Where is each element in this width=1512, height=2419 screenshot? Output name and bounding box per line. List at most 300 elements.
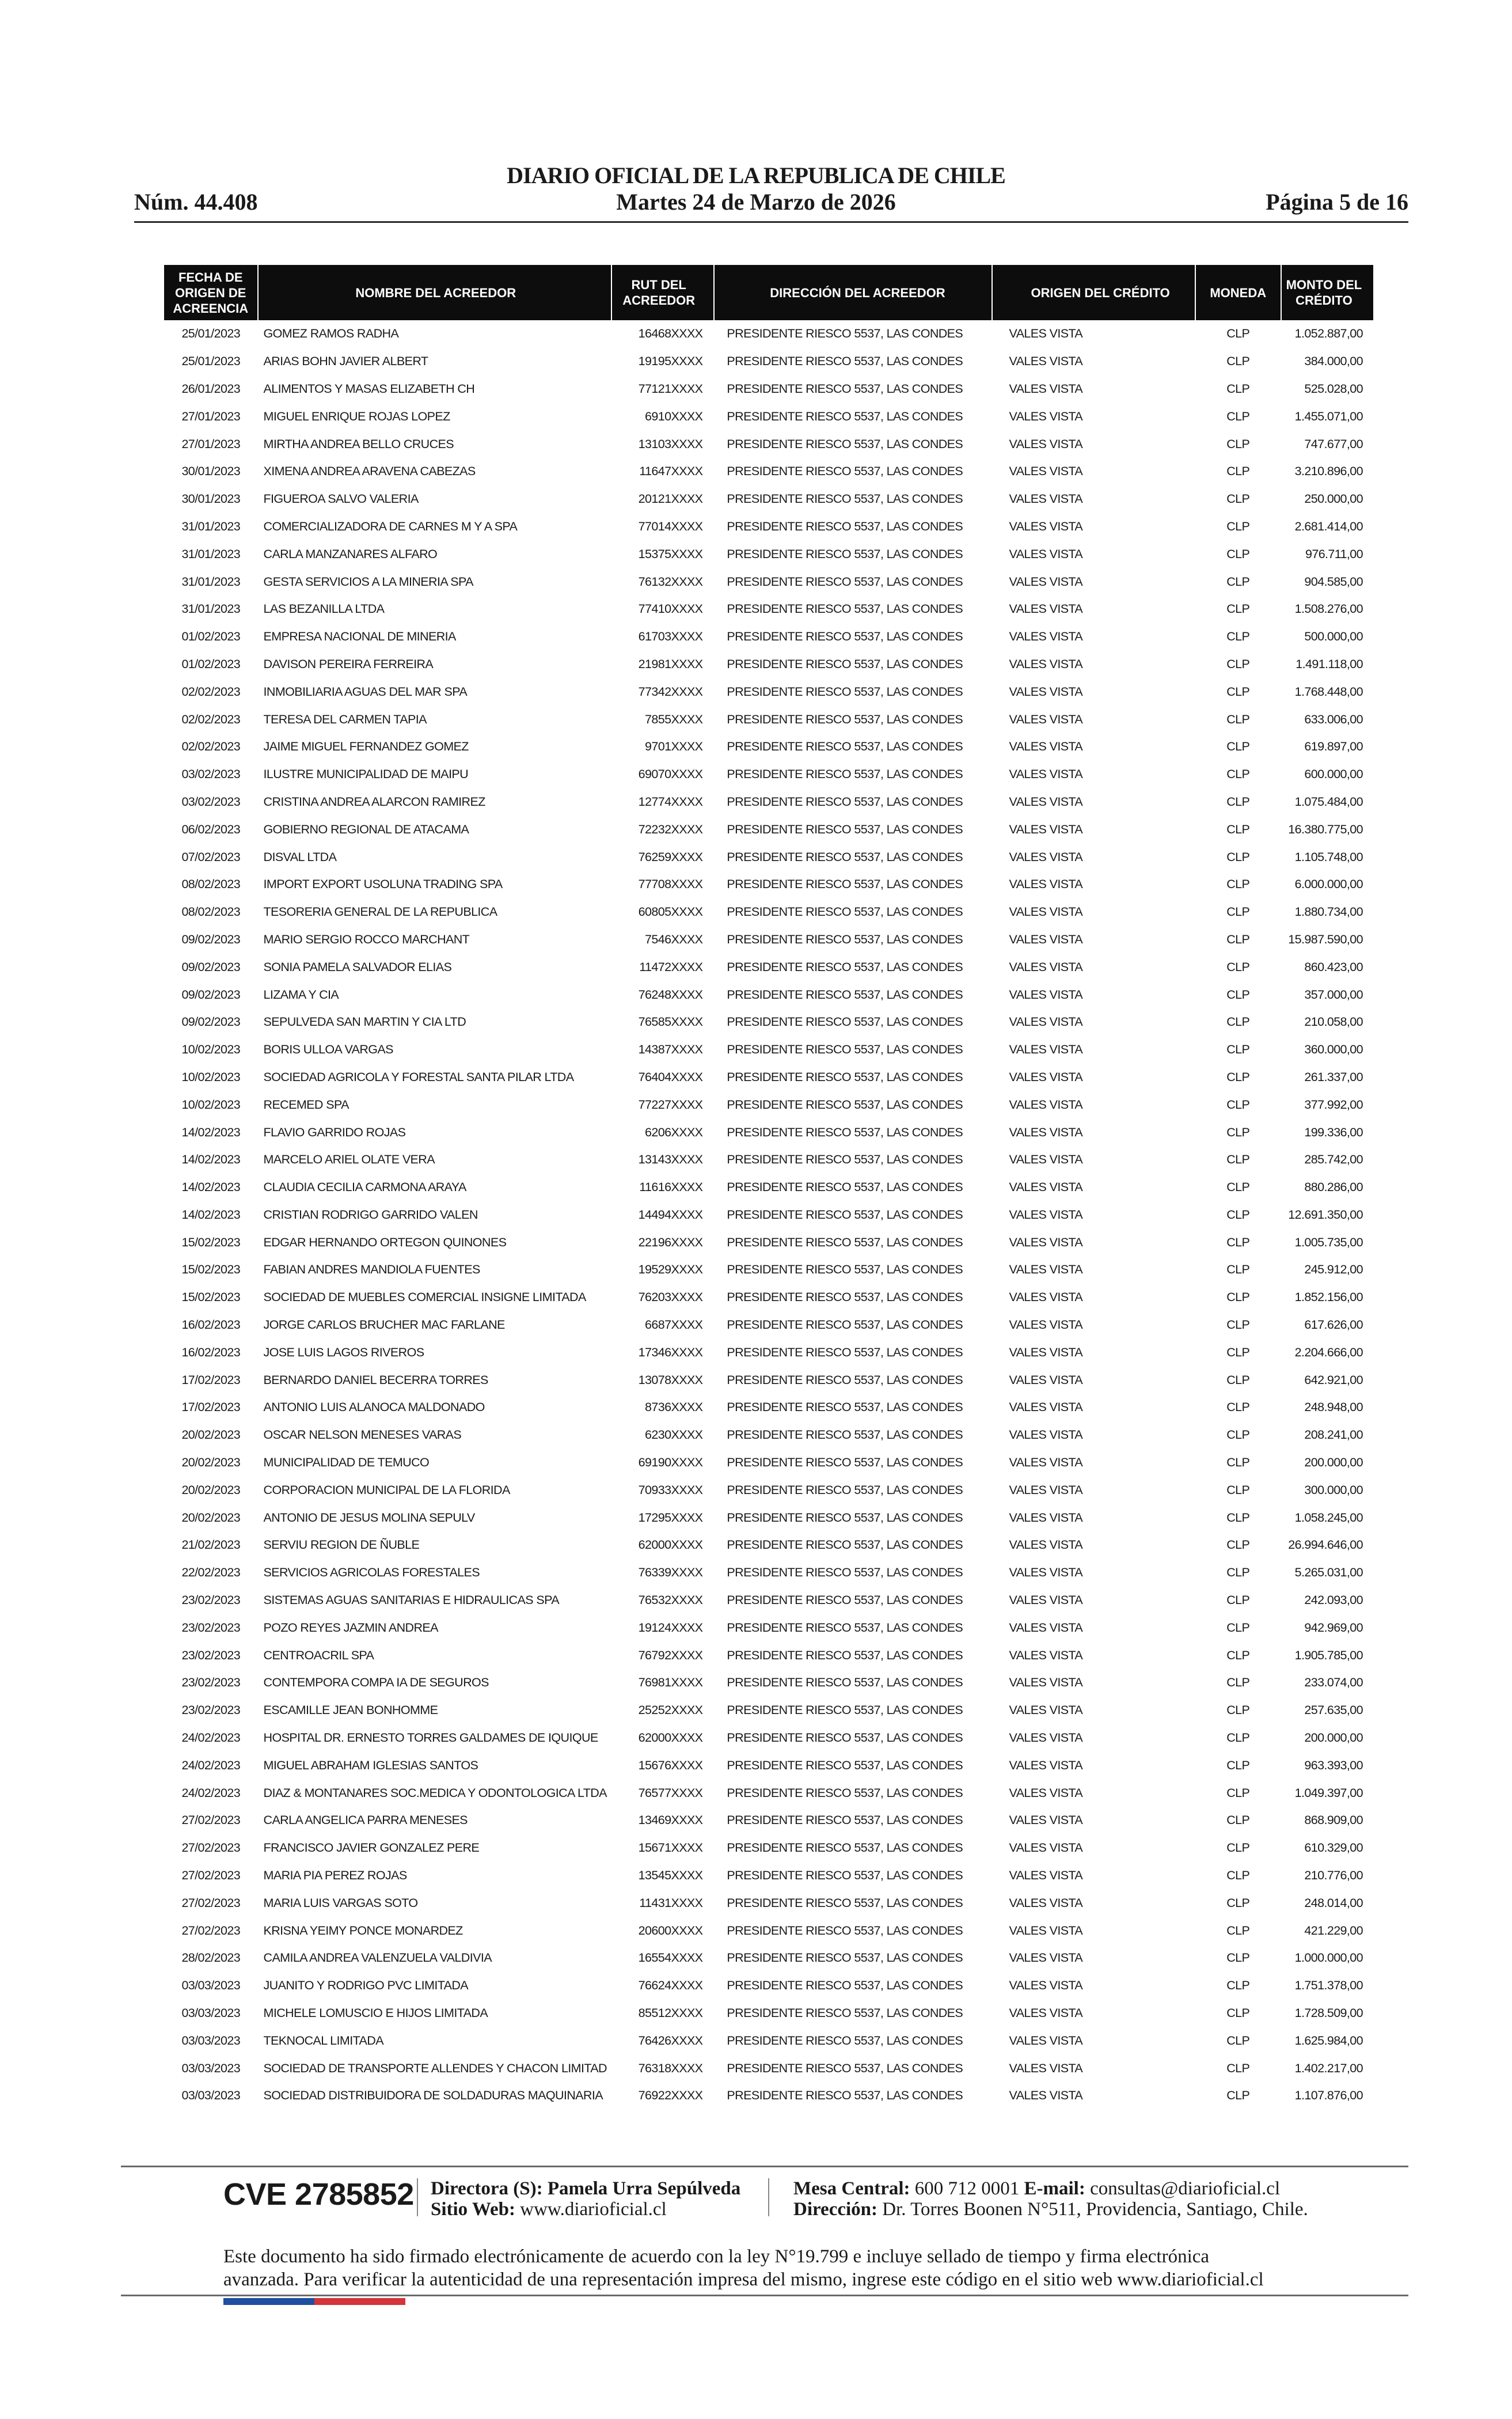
- cell-creditor-name: CARLA MANZANARES ALFARO: [263, 547, 438, 561]
- cell-address: PRESIDENTE RIESCO 5537, LAS CONDES: [727, 877, 963, 892]
- cell-creditor-name: CORPORACION MUNICIPAL DE LA FLORIDA: [263, 1483, 510, 1497]
- cell-amount: 617.626,00: [1304, 1318, 1363, 1332]
- table-row: [164, 486, 1373, 513]
- cell-address: PRESIDENTE RIESCO 5537, LAS CONDES: [727, 1648, 963, 1662]
- cell-creditor-name: MIGUEL ENRIQUE ROJAS LOPEZ: [263, 409, 450, 423]
- cell-credit-origin: VALES VISTA: [1009, 1648, 1083, 1662]
- cell-rut: 76248XXXX: [638, 987, 703, 1002]
- cell-credit-origin: VALES VISTA: [1009, 1235, 1083, 1249]
- cell-currency: CLP: [1226, 657, 1250, 671]
- cell-credit-origin: VALES VISTA: [1009, 794, 1083, 809]
- cell-address: PRESIDENTE RIESCO 5537, LAS CONDES: [727, 492, 963, 506]
- cell-rut: 22196XXXX: [638, 1235, 703, 1249]
- cell-address: PRESIDENTE RIESCO 5537, LAS CONDES: [727, 987, 963, 1002]
- cell-currency: CLP: [1226, 547, 1250, 561]
- cell-amount: 384.000,00: [1304, 354, 1363, 369]
- cell-credit-origin: VALES VISTA: [1009, 381, 1083, 396]
- cell-rut: 70933XXXX: [638, 1483, 703, 1497]
- cell-address: PRESIDENTE RIESCO 5537, LAS CONDES: [727, 1152, 963, 1167]
- cell-amount: 642.921,00: [1304, 1372, 1363, 1387]
- cell-amount: 285.742,00: [1304, 1152, 1363, 1167]
- cell-creditor-name: MARCELO ARIEL OLATE VERA: [263, 1152, 435, 1167]
- cell-currency: CLP: [1226, 1455, 1250, 1470]
- table-row: [164, 898, 1373, 926]
- cell-credit-origin: VALES VISTA: [1009, 822, 1083, 836]
- cell-credit-origin: VALES VISTA: [1009, 1813, 1083, 1827]
- table-row: [164, 348, 1373, 376]
- cell-creditor-name: ARIAS BOHN JAVIER ALBERT: [263, 354, 428, 369]
- cell-credit-origin: VALES VISTA: [1009, 1015, 1083, 1029]
- cell-date: 31/01/2023: [181, 519, 241, 533]
- issue-number: Núm. 44.408: [134, 189, 258, 215]
- cell-creditor-name: ILUSTRE MUNICIPALIDAD DE MAIPU: [263, 767, 469, 782]
- cell-rut: 76532XXXX: [638, 1593, 703, 1607]
- cell-currency: CLP: [1226, 1538, 1250, 1552]
- cell-currency: CLP: [1226, 574, 1250, 589]
- cell-date: 25/01/2023: [181, 354, 241, 369]
- cell-currency: CLP: [1226, 1318, 1250, 1332]
- table-row: [164, 1614, 1373, 1641]
- cell-amount: 6.000.000,00: [1294, 877, 1363, 892]
- cell-credit-origin: VALES VISTA: [1009, 932, 1083, 946]
- cell-creditor-name: FABIAN ANDRES MANDIOLA FUENTES: [263, 1262, 480, 1277]
- cell-rut: 76426XXXX: [638, 2033, 703, 2048]
- cell-creditor-name: DAVISON PEREIRA FERREIRA: [263, 657, 434, 671]
- cell-currency: CLP: [1226, 1703, 1250, 1717]
- cell-currency: CLP: [1226, 2033, 1250, 2048]
- cell-date: 20/02/2023: [181, 1455, 241, 1470]
- flag-stripe-red: [314, 2298, 405, 2305]
- cell-rut: 76339XXXX: [638, 1565, 703, 1580]
- cell-date: 23/02/2023: [181, 1593, 241, 1607]
- cell-creditor-name: POZO REYES JAZMIN ANDREA: [263, 1620, 438, 1635]
- table-row: [164, 1641, 1373, 1669]
- cell-credit-origin: VALES VISTA: [1009, 1758, 1083, 1772]
- table-row: [164, 568, 1373, 596]
- cell-date: 20/02/2023: [181, 1428, 241, 1442]
- cell-date: 27/02/2023: [181, 1813, 241, 1827]
- email-link[interactable]: consultas@diarioficial.cl: [1090, 2178, 1281, 2199]
- cell-credit-origin: VALES VISTA: [1009, 1565, 1083, 1580]
- cell-currency: CLP: [1226, 822, 1250, 836]
- cell-creditor-name: JOSE LUIS LAGOS RIVEROS: [263, 1345, 424, 1359]
- cell-date: 10/02/2023: [181, 1097, 241, 1112]
- table-row: [164, 1862, 1373, 1890]
- cell-address: PRESIDENTE RIESCO 5537, LAS CONDES: [727, 1262, 963, 1277]
- cell-currency: CLP: [1226, 1400, 1250, 1415]
- cell-amount: 208.241,00: [1304, 1428, 1363, 1442]
- table-row: [164, 981, 1373, 1008]
- table-row: [164, 1146, 1373, 1174]
- cell-rut: 61703XXXX: [638, 630, 703, 644]
- gazette-title: DIARIO OFICIAL DE LA REPUBLICA DE CHILE: [507, 162, 1005, 188]
- cell-amount: 1.768.448,00: [1294, 684, 1363, 699]
- cell-currency: CLP: [1226, 1565, 1250, 1580]
- cell-date: 30/01/2023: [181, 464, 241, 479]
- table-row: [164, 2000, 1373, 2027]
- cell-address: PRESIDENTE RIESCO 5537, LAS CONDES: [727, 2033, 963, 2048]
- cell-date: 03/02/2023: [181, 767, 241, 782]
- header-divider: [134, 221, 1408, 223]
- cell-creditor-name: CENTROACRIL SPA: [263, 1648, 374, 1662]
- cell-address: PRESIDENTE RIESCO 5537, LAS CONDES: [727, 850, 963, 864]
- cell-credit-origin: VALES VISTA: [1009, 1868, 1083, 1883]
- cell-currency: CLP: [1226, 327, 1250, 341]
- legal-line: Este documento ha sido firmado electrónicamente de acuerdo con la ley N°19.799 e incluye sellado de tiempo y firma electrónica: [223, 2246, 1210, 2267]
- cell-creditor-name: MIGUEL ABRAHAM IGLESIAS SANTOS: [263, 1758, 478, 1772]
- cell-address: PRESIDENTE RIESCO 5537, LAS CONDES: [727, 1290, 963, 1305]
- cell-currency: CLP: [1226, 1290, 1250, 1305]
- cell-rut: 21981XXXX: [638, 657, 703, 671]
- cell-address: PRESIDENTE RIESCO 5537, LAS CONDES: [727, 464, 963, 479]
- cell-address: PRESIDENTE RIESCO 5537, LAS CONDES: [727, 1703, 963, 1717]
- cell-currency: CLP: [1226, 987, 1250, 1002]
- cell-address: PRESIDENTE RIESCO 5537, LAS CONDES: [727, 1042, 963, 1057]
- cell-date: 15/02/2023: [181, 1290, 241, 1305]
- cell-amount: 1.728.509,00: [1294, 2006, 1363, 2020]
- cell-date: 30/01/2023: [181, 492, 241, 506]
- cell-creditor-name: CLAUDIA CECILIA CARMONA ARAYA: [263, 1180, 466, 1195]
- cell-amount: 942.969,00: [1304, 1620, 1363, 1635]
- cell-creditor-name: SONIA PAMELA SALVADOR ELIAS: [263, 960, 452, 974]
- cell-creditor-name: ANTONIO LUIS ALANOCA MALDONADO: [263, 1400, 485, 1415]
- table-row: [164, 2027, 1373, 2054]
- cell-amount: 1.625.984,00: [1294, 2033, 1363, 2048]
- cell-date: 16/02/2023: [181, 1345, 241, 1359]
- cell-address: PRESIDENTE RIESCO 5537, LAS CONDES: [727, 1785, 963, 1800]
- cell-amount: 200.000,00: [1304, 1731, 1363, 1745]
- cell-rut: 76981XXXX: [638, 1675, 703, 1690]
- cell-credit-origin: VALES VISTA: [1009, 877, 1083, 892]
- cell-date: 07/02/2023: [181, 850, 241, 864]
- table-row: [164, 2082, 1373, 2110]
- cell-currency: CLP: [1226, 850, 1250, 864]
- cell-currency: CLP: [1226, 1895, 1250, 1910]
- cell-rut: 76792XXXX: [638, 1648, 703, 1662]
- cell-address: PRESIDENTE RIESCO 5537, LAS CONDES: [727, 1372, 963, 1387]
- cell-amount: 1.107.876,00: [1294, 2088, 1363, 2103]
- cell-date: 24/02/2023: [181, 1758, 241, 1772]
- cell-address: PRESIDENTE RIESCO 5537, LAS CONDES: [727, 547, 963, 561]
- cell-rut: 69070XXXX: [638, 767, 703, 782]
- cell-creditor-name: FLAVIO GARRIDO ROJAS: [263, 1125, 406, 1139]
- cell-currency: CLP: [1226, 740, 1250, 754]
- cell-currency: CLP: [1226, 519, 1250, 533]
- cell-creditor-name: MICHELE LOMUSCIO E HIJOS LIMITADA: [263, 2006, 488, 2020]
- cell-creditor-name: LAS BEZANILLA LTDA: [263, 602, 385, 616]
- cell-amount: 880.286,00: [1304, 1180, 1363, 1195]
- cell-rut: 7855XXXX: [645, 712, 703, 726]
- cell-rut: 19529XXXX: [638, 1262, 703, 1277]
- cell-rut: 76259XXXX: [638, 850, 703, 864]
- cell-credit-origin: VALES VISTA: [1009, 1593, 1083, 1607]
- cell-date: 20/02/2023: [181, 1510, 241, 1525]
- cell-currency: CLP: [1226, 381, 1250, 396]
- cell-date: 23/02/2023: [181, 1648, 241, 1662]
- cell-amount: 257.635,00: [1304, 1703, 1363, 1717]
- cell-amount: 1.852.156,00: [1294, 1290, 1363, 1305]
- cell-currency: CLP: [1226, 492, 1250, 506]
- table-row: [164, 376, 1373, 403]
- cell-rut: 72232XXXX: [638, 822, 703, 836]
- cell-date: 14/02/2023: [181, 1207, 241, 1222]
- cell-credit-origin: VALES VISTA: [1009, 1731, 1083, 1745]
- cell-date: 28/02/2023: [181, 1951, 241, 1965]
- cell-creditor-name: FRANCISCO JAVIER GONZALEZ PERE: [263, 1841, 480, 1855]
- cell-address: PRESIDENTE RIESCO 5537, LAS CONDES: [727, 1813, 963, 1827]
- email-label: E-mail:: [1024, 2178, 1085, 2199]
- cell-creditor-name: SERVICIOS AGRICOLAS FORESTALES: [263, 1565, 480, 1580]
- cell-amount: 377.992,00: [1304, 1097, 1363, 1112]
- cell-currency: CLP: [1226, 437, 1250, 451]
- cell-rut: 14494XXXX: [638, 1207, 703, 1222]
- cell-address: PRESIDENTE RIESCO 5537, LAS CONDES: [727, 1180, 963, 1195]
- table-row: [164, 1697, 1373, 1724]
- cell-date: 22/02/2023: [181, 1565, 241, 1580]
- cell-credit-origin: VALES VISTA: [1009, 960, 1083, 974]
- cell-credit-origin: VALES VISTA: [1009, 1070, 1083, 1084]
- cell-date: 27/02/2023: [181, 1923, 241, 1938]
- cell-address: PRESIDENTE RIESCO 5537, LAS CONDES: [727, 409, 963, 423]
- table-row: [164, 953, 1373, 981]
- cell-amount: 963.393,00: [1304, 1758, 1363, 1772]
- cell-creditor-name: CONTEMPORA COMPA IA DE SEGUROS: [263, 1675, 489, 1690]
- cell-address: PRESIDENTE RIESCO 5537, LAS CONDES: [727, 1923, 963, 1938]
- cell-creditor-name: CAMILA ANDREA VALENZUELA VALDIVIA: [263, 1951, 492, 1965]
- cell-date: 27/01/2023: [181, 437, 241, 451]
- table-row: [164, 761, 1373, 788]
- cell-creditor-name: DIAZ & MONTANARES SOC.MEDICA Y ODONTOLOGICA LTDA: [263, 1785, 607, 1800]
- cell-address: PRESIDENTE RIESCO 5537, LAS CONDES: [727, 1207, 963, 1222]
- cell-amount: 12.691.350,00: [1288, 1207, 1363, 1222]
- cell-credit-origin: VALES VISTA: [1009, 437, 1083, 451]
- cell-date: 14/02/2023: [181, 1125, 241, 1139]
- cell-date: 03/03/2023: [181, 2061, 241, 2075]
- cell-date: 23/02/2023: [181, 1675, 241, 1690]
- cell-rut: 76585XXXX: [638, 1015, 703, 1029]
- cell-currency: CLP: [1226, 712, 1250, 726]
- cell-date: 03/03/2023: [181, 2088, 241, 2103]
- cell-date: 17/02/2023: [181, 1372, 241, 1387]
- cell-amount: 360.000,00: [1304, 1042, 1363, 1057]
- cell-creditor-name: JORGE CARLOS BRUCHER MAC FARLANE: [263, 1318, 505, 1332]
- cell-address: PRESIDENTE RIESCO 5537, LAS CONDES: [727, 1565, 963, 1580]
- table-row: [164, 403, 1373, 430]
- cell-rut: 9701XXXX: [645, 740, 703, 754]
- cell-amount: 1.049.397,00: [1294, 1785, 1363, 1800]
- cell-credit-origin: VALES VISTA: [1009, 987, 1083, 1002]
- cell-currency: CLP: [1226, 2006, 1250, 2020]
- cell-address: PRESIDENTE RIESCO 5537, LAS CONDES: [727, 960, 963, 974]
- table-row: [164, 1834, 1373, 1862]
- cell-address: PRESIDENTE RIESCO 5537, LAS CONDES: [727, 1015, 963, 1029]
- cell-amount: 245.912,00: [1304, 1262, 1363, 1277]
- table-row: [164, 1284, 1373, 1311]
- cell-currency: CLP: [1226, 2088, 1250, 2103]
- cell-rut: 16554XXXX: [638, 1951, 703, 1965]
- cell-credit-origin: VALES VISTA: [1009, 1318, 1083, 1332]
- cell-amount: 16.380.775,00: [1288, 822, 1363, 836]
- cell-amount: 619.897,00: [1304, 740, 1363, 754]
- cell-creditor-name: FIGUEROA SALVO VALERIA: [263, 492, 419, 506]
- table-row: [164, 1559, 1373, 1587]
- cell-rut: 69190XXXX: [638, 1455, 703, 1470]
- cell-amount: 26.994.646,00: [1288, 1538, 1363, 1552]
- cell-creditor-name: SISTEMAS AGUAS SANITARIAS E HIDRAULICAS SPA: [263, 1593, 559, 1607]
- cell-rut: 76203XXXX: [638, 1290, 703, 1305]
- table-row: [164, 2054, 1373, 2082]
- cell-credit-origin: VALES VISTA: [1009, 1372, 1083, 1387]
- cell-date: 27/02/2023: [181, 1895, 241, 1910]
- cell-amount: 600.000,00: [1304, 767, 1363, 782]
- cell-creditor-name: MIRTHA ANDREA BELLO CRUCES: [263, 437, 454, 451]
- cell-currency: CLP: [1226, 1125, 1250, 1139]
- cell-currency: CLP: [1226, 794, 1250, 809]
- cell-address: PRESIDENTE RIESCO 5537, LAS CONDES: [727, 712, 963, 726]
- cell-rut: 17295XXXX: [638, 1510, 703, 1525]
- cell-address: PRESIDENTE RIESCO 5537, LAS CONDES: [727, 1538, 963, 1552]
- cell-address: PRESIDENTE RIESCO 5537, LAS CONDES: [727, 1510, 963, 1525]
- cell-currency: CLP: [1226, 1785, 1250, 1800]
- cell-date: 03/03/2023: [181, 2006, 241, 2020]
- cell-credit-origin: VALES VISTA: [1009, 464, 1083, 479]
- table-body: [164, 320, 1373, 2110]
- cell-date: 01/02/2023: [181, 657, 241, 671]
- cell-credit-origin: VALES VISTA: [1009, 1620, 1083, 1635]
- cell-rut: 14387XXXX: [638, 1042, 703, 1057]
- cell-currency: CLP: [1226, 767, 1250, 782]
- cell-currency: CLP: [1226, 1620, 1250, 1635]
- cell-amount: 2.681.414,00: [1294, 519, 1363, 533]
- cell-address: PRESIDENTE RIESCO 5537, LAS CONDES: [727, 1620, 963, 1635]
- cell-currency: CLP: [1226, 1731, 1250, 1745]
- table-row: [164, 1118, 1373, 1146]
- cell-rut: 13078XXXX: [638, 1372, 703, 1387]
- cell-currency: CLP: [1226, 464, 1250, 479]
- cell-address: PRESIDENTE RIESCO 5537, LAS CONDES: [727, 602, 963, 616]
- footer-director-block: [431, 2178, 740, 2220]
- table-row: [164, 1201, 1373, 1229]
- table-row: [164, 540, 1373, 568]
- footer-bottom-divider: [121, 2295, 1408, 2296]
- cell-credit-origin: VALES VISTA: [1009, 574, 1083, 589]
- footer-top-divider: [121, 2166, 1408, 2167]
- cell-creditor-name: JUANITO Y RODRIGO PVC LIMITADA: [263, 1978, 469, 1993]
- cell-credit-origin: VALES VISTA: [1009, 2088, 1083, 2103]
- cell-creditor-name: INMOBILIARIA AGUAS DEL MAR SPA: [263, 684, 468, 699]
- cell-credit-origin: VALES VISTA: [1009, 1125, 1083, 1139]
- cell-credit-origin: VALES VISTA: [1009, 1483, 1083, 1497]
- address-value: Dr. Torres Boonen N°511, Providencia, Santiago, Chile.: [882, 2199, 1308, 2220]
- cell-credit-origin: VALES VISTA: [1009, 2061, 1083, 2075]
- cell-credit-origin: VALES VISTA: [1009, 1675, 1083, 1690]
- cell-amount: 248.014,00: [1304, 1895, 1363, 1910]
- table-row: [164, 926, 1373, 954]
- cell-creditor-name: CRISTIAN RODRIGO GARRIDO VALEN: [263, 1207, 478, 1222]
- cell-amount: 1.000.000,00: [1294, 1951, 1363, 1965]
- cell-creditor-name: EMPRESA NACIONAL DE MINERIA: [263, 630, 456, 644]
- cell-date: 14/02/2023: [181, 1180, 241, 1195]
- cell-rut: 77342XXXX: [638, 684, 703, 699]
- cell-amount: 868.909,00: [1304, 1813, 1363, 1827]
- cell-rut: 12774XXXX: [638, 794, 703, 809]
- cell-address: PRESIDENTE RIESCO 5537, LAS CONDES: [727, 1758, 963, 1772]
- table-row: [164, 733, 1373, 761]
- cell-creditor-name: EDGAR HERNANDO ORTEGON QUINONES: [263, 1235, 507, 1249]
- cell-amount: 1.075.484,00: [1294, 794, 1363, 809]
- cell-currency: CLP: [1226, 1923, 1250, 1938]
- cell-currency: CLP: [1226, 2061, 1250, 2075]
- cell-date: 24/02/2023: [181, 1731, 241, 1745]
- cell-credit-origin: VALES VISTA: [1009, 354, 1083, 369]
- cell-amount: 904.585,00: [1304, 574, 1363, 589]
- cell-creditor-name: MARIO SERGIO ROCCO MARCHANT: [263, 932, 470, 946]
- table-row: [164, 1972, 1373, 2000]
- cell-date: 09/02/2023: [181, 932, 241, 946]
- cell-credit-origin: VALES VISTA: [1009, 1180, 1083, 1195]
- footer-separator: [417, 2178, 418, 2216]
- cell-amount: 633.006,00: [1304, 712, 1363, 726]
- cell-address: PRESIDENTE RIESCO 5537, LAS CONDES: [727, 767, 963, 782]
- cell-amount: 200.000,00: [1304, 1455, 1363, 1470]
- cell-creditor-name: CRISTINA ANDREA ALARCON RAMIREZ: [263, 794, 485, 809]
- cell-rut: 85512XXXX: [638, 2006, 703, 2020]
- cell-address: PRESIDENTE RIESCO 5537, LAS CONDES: [727, 2088, 963, 2103]
- table-row: [164, 1366, 1373, 1394]
- cell-creditor-name: LIZAMA Y CIA: [263, 987, 339, 1002]
- cell-address: PRESIDENTE RIESCO 5537, LAS CONDES: [727, 1235, 963, 1249]
- cell-currency: CLP: [1226, 960, 1250, 974]
- cell-amount: 1.508.276,00: [1294, 602, 1363, 616]
- website-link[interactable]: www.diarioficial.cl: [520, 2199, 667, 2220]
- cell-rut: 7546XXXX: [645, 932, 703, 946]
- cell-date: 02/02/2023: [181, 712, 241, 726]
- table-row: [164, 1091, 1373, 1118]
- cell-rut: 25252XXXX: [638, 1703, 703, 1717]
- cell-currency: CLP: [1226, 932, 1250, 946]
- cell-credit-origin: VALES VISTA: [1009, 2006, 1083, 2020]
- cell-date: 25/01/2023: [181, 327, 241, 341]
- cell-address: PRESIDENTE RIESCO 5537, LAS CONDES: [727, 1428, 963, 1442]
- cell-creditor-name: XIMENA ANDREA ARAVENA CABEZAS: [263, 464, 476, 479]
- cell-creditor-name: CARLA ANGELICA PARRA MENESES: [263, 1813, 468, 1827]
- cell-rut: 6910XXXX: [645, 409, 703, 423]
- cell-address: PRESIDENTE RIESCO 5537, LAS CONDES: [727, 905, 963, 919]
- table-row: [164, 1339, 1373, 1366]
- cell-credit-origin: VALES VISTA: [1009, 327, 1083, 341]
- cell-creditor-name: MARIA PIA PEREZ ROJAS: [263, 1868, 407, 1883]
- table-row: [164, 320, 1373, 348]
- cell-currency: CLP: [1226, 877, 1250, 892]
- col-header-date: FECHA DE ORIGEN DE ACREENCIA: [164, 265, 258, 320]
- cell-rut: 8736XXXX: [645, 1400, 703, 1415]
- cell-creditor-name: HOSPITAL DR. ERNESTO TORRES GALDAMES DE IQUIQUE: [263, 1731, 598, 1745]
- cell-date: 02/02/2023: [181, 740, 241, 754]
- cell-credit-origin: VALES VISTA: [1009, 1455, 1083, 1470]
- cell-address: PRESIDENTE RIESCO 5537, LAS CONDES: [727, 1483, 963, 1497]
- cell-amount: 1.751.378,00: [1294, 1978, 1363, 1993]
- cell-date: 14/02/2023: [181, 1152, 241, 1167]
- cell-currency: CLP: [1226, 1180, 1250, 1195]
- cell-credit-origin: VALES VISTA: [1009, 740, 1083, 754]
- cell-currency: CLP: [1226, 1015, 1250, 1029]
- cell-date: 09/02/2023: [181, 1015, 241, 1029]
- legal-line: avanzada. Para verificar la autenticidad de una representación impresa del mismo, ingrese este código en el sitio web www.diarioficial.cl: [223, 2269, 1264, 2290]
- cell-rut: 76624XXXX: [638, 1978, 703, 1993]
- table-row: [164, 706, 1373, 733]
- cell-rut: 17346XXXX: [638, 1345, 703, 1359]
- cell-credit-origin: VALES VISTA: [1009, 1207, 1083, 1222]
